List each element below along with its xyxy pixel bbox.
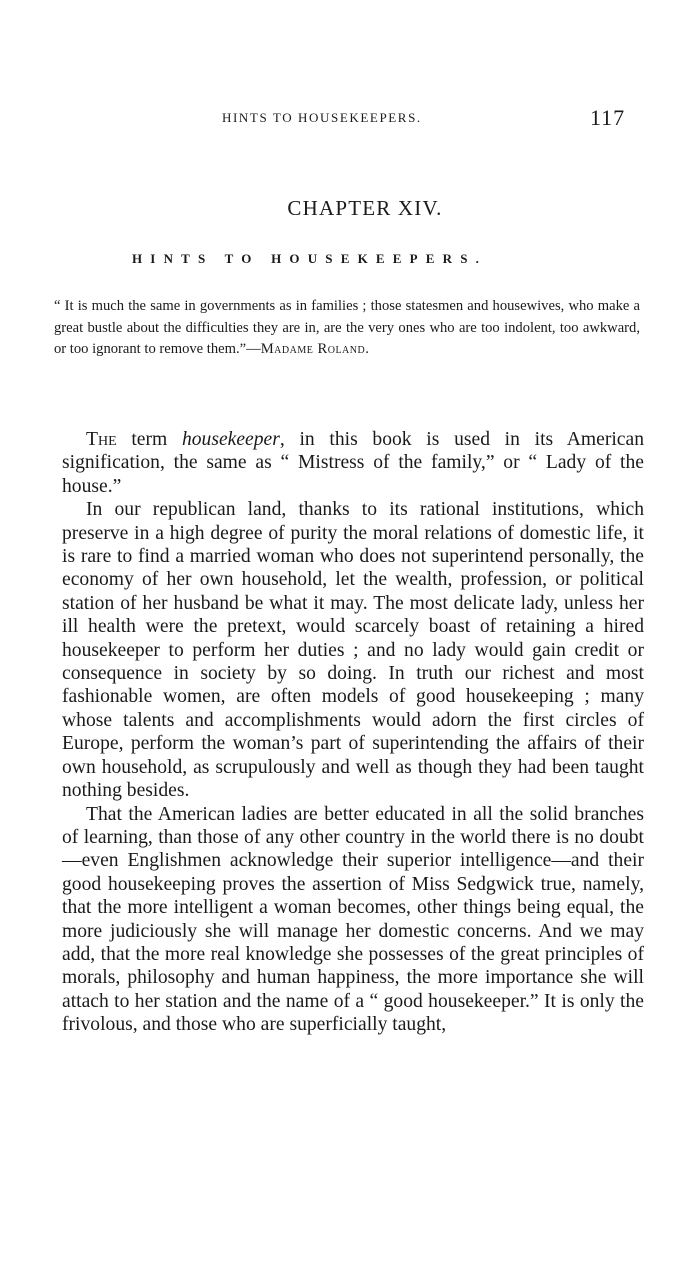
chapter-subtitle: HINTS TO HOUSEKEEPERS. (132, 251, 488, 266)
epigraph (54, 296, 640, 361)
paragraph-1-text-b: , in this book is used in its American signification, the same as “ Mistress of the family,” or “ Lady of the house.” (62, 429, 645, 497)
page-number: 117 (590, 105, 626, 130)
paragraph-3: That the American ladies are better educated in all the solid branches of learning, than those of any other country in the world there is no doubt—even Englishmen acknowledge their superior intelligence—and their good housekeeping proves the assertion of Miss Sedgwick true, namely, that the more intelligent a woman becomes, other things being equal, the more judiciously she will manage her domestic concerns. And we may add, that the more real knowledge she possesses of the great principles of morals, philosophy and human happiness, the more importance she will attach to her station and the name of a “ good housekeeper.” It is only the frivolous, and those who are superficially taught, (62, 803, 644, 1036)
paragraph-1-lead-word: The (86, 429, 117, 450)
epigraph-attribution: Madame Roland. (260, 341, 370, 357)
paragraph-1-text-a: term (116, 429, 182, 450)
body-text (62, 428, 644, 1037)
epigraph-quote: “ It is much the same in governments as in families ; those statesmen and housewives, who make a great bustle about the difficulties they are in, are the very ones who are too indolent, too awkward, or too ignorant to remove them.”— (54, 298, 640, 357)
chapter-heading: CHAPTER XIV. (287, 196, 443, 220)
paragraph-1 (62, 428, 644, 498)
running-title: HINTS TO HOUSEKEEPERS. (222, 110, 422, 125)
running-head (0, 105, 700, 132)
paragraph-2: In our republican land, thanks to its rational institutions, which preserve in a high degree of purity the moral relations of domestic life, it is rare to find a married woman who does not superintend personally, the economy of her own household, let the wealth, profession, or political station of her husband be what it may. The most delicate lady, unless her ill health were the pretext, would scarcely boast of retaining a hired housekeeper to perform her duties ; and no lady would gain credit or consequence in society by so doing. In truth our richest and most fashionable women, are often models of good housekeeping ; many whose talents and accomplishments would adorn the first circles of Europe, perform the woman’s part of superintending the affairs of their own household, as scrupulously and well as though they had been taught nothing besides. (62, 499, 644, 802)
paragraph-1-term: housekeeper (181, 429, 280, 450)
